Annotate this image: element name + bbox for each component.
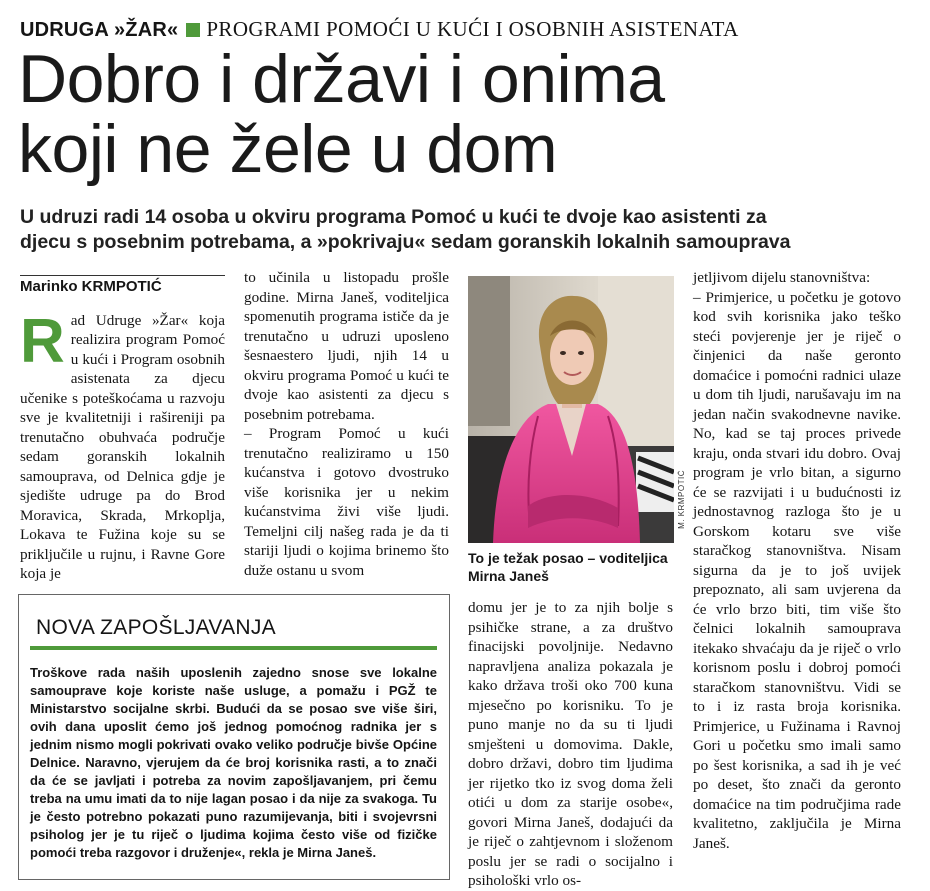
column-3-text: domu jer je to za njih bolje s psihičke strane, a za društvo finacijski povoljnije. Nedavno napravljena analiza pokazala je kako država troši oko 700 kuna mjesečno po korisniku. To je puno manje no da su ti ljudi smješteni u domovima. Dakle, dobro državi, dobro tim ljudima jer rijetko tko iz svog doma želi otići u dom za starije osobe«, govori Mirna Janeš, dodajući da je riječ o zahtjevnom i složenom poslu jer se radi o socijalno i psihološki vrlo os- bbox=[468, 599, 673, 889]
byline: Marinko KRMPOTIĆ bbox=[20, 278, 162, 295]
column-4-paragraph-2: – Primjerice, u početku je gotovo kod svih korisnika jako teško steći povjerenje jer je riječ o činjenici da naše geronto domaćice i pomoćni radnici ulaze u dom tih ljudi, narušavaju im na jedan način svakodnevne navike. No, kad se taj proces privede kraju, onda stvari idu dobro. Ovaj program je vrlo bitan, a sigurno će se razvijati i u budućnosti iz jednostavnog razloga što je u Gorskom kotaru sve više staračkog stanovništva. Nisam sigurna da je to još uvijek prepoznato, ali sam uvjerena da će vrlo brzo biti, tim više što čelnici lokalnih samouprava itekako shvaćaju da je riječ o vrlo korisnom poslu i dobroj pomoći staračkom stanovništvu. Vidi se to i iz rasta broja korisnika. Primjerice, u Fužinama i Ravnoj Gori u početku smo imali samo po šest korisnika, a sad ih je već po deset, što znači da geronto domaćice na tim područjima rade kvalitetno, zaključila je Mirna Janeš. bbox=[693, 288, 901, 852]
kicker-org: UDRUGA »ŽAR« bbox=[20, 19, 179, 41]
column-2-paragraph-1: to učinila u listopadu prošle godine. Mirna Janeš, voditeljica spomenutih programa ističe da je trenutačno u udruzi uposleno šesnaestero ljudi, njih 14 u okviru programa Pomoć u kući te dvoje kao asistenti za djecu s posebnim potrebama. bbox=[244, 269, 449, 423]
sidebar-box-title bbox=[30, 612, 437, 650]
kicker bbox=[20, 17, 739, 42]
kicker-topic: PROGRAMI POMOĆI U KUĆI I OSOBNIH ASISTENATA bbox=[206, 17, 739, 41]
headline bbox=[18, 41, 918, 187]
sidebar-box-text: Troškove rada naših uposlenih zajedno snose sve lokalne samouprave koje koriste naše usluge, a pomažu i PGŽ te Ministarstvo socijalne skrbi. Budući da se posao sve više širi, ovih dana uposlit ćemo još jednog pomoćnog radnika jer s jednim nismo mogli pokrivati ovako veliko područje bivše Općine Delnice. Naravno, vjerujem da će broj korisnika rasti, a to znači da će se javljati i potreba za novim zapošljavanjem, pri čemu treba na umu imati da to nije lagan posao i da nije za svakoga. Tu je često potrebno pokazati puno razumijevanja, biti i svojevrsni psiholog jer je tu riječ o ljudima kojima često više od fizičke pomoći treba razgovor i druženje«, rekla je Mirna Janeš. bbox=[30, 665, 437, 860]
headline-line-2: koji ne žele u dom bbox=[18, 111, 558, 187]
column-4-paragraph-1: jetljivom dijelu stanovništva: bbox=[693, 269, 871, 286]
column-3 bbox=[468, 598, 673, 891]
headline-line-1: Dobro i državi i onima bbox=[18, 41, 665, 117]
column-1-body: ad Udruge »Žar« koja realizira program Pomoć u kući i Program osobnih asistenata za djecu učenike s poteškoćama u razvoju sve je kvalitetniji i rašireniji pa trenutačno obuhvaća područje sedam goranskih lokalnih samouprava, od Delnica gdje je sjedište udruge pa do Brod Moravica, Skrada, Mrkoplja, Lokava te Fužina koje su se priključile u rujnu, i Ravne Gore koja je bbox=[20, 311, 225, 582]
byline-rule bbox=[20, 275, 225, 276]
deck bbox=[20, 205, 920, 255]
photo-caption: To je težak posao – voditeljica Mirna Janeš bbox=[468, 550, 668, 584]
column-2 bbox=[244, 268, 449, 580]
portrait-illustration bbox=[468, 276, 674, 543]
column-2-paragraph-2: – Program Pomoć u kući trenutačno realiziramo u 150 kućanstva i gotovo dvostruko više korisnika jer u nekim kućanstvima živi više ljudi. Temeljni cilj našeg rada je da ti stariji ljudi o kojima brinemo što duže ostanu u svom bbox=[244, 425, 449, 579]
deck-line-1: U udruzi radi 14 osoba u okviru programa Pomoć u kući te dvoje kao asistenti za bbox=[20, 206, 767, 228]
green-square-icon bbox=[186, 23, 200, 37]
column-1 bbox=[20, 277, 225, 584]
drop-cap: R bbox=[20, 306, 65, 376]
column-1-text bbox=[20, 306, 225, 584]
sidebar-box-title-text: NOVA ZAPOŠLJAVANJA bbox=[36, 616, 276, 639]
photo-credit: M. KRMPOTIĆ bbox=[677, 470, 686, 529]
portrait-photo bbox=[468, 276, 674, 543]
deck-line-2: djecu s posebnim potrebama, a »pokrivaju« sedam goranskih lokalnih samouprava bbox=[20, 231, 791, 253]
column-4 bbox=[693, 268, 901, 853]
